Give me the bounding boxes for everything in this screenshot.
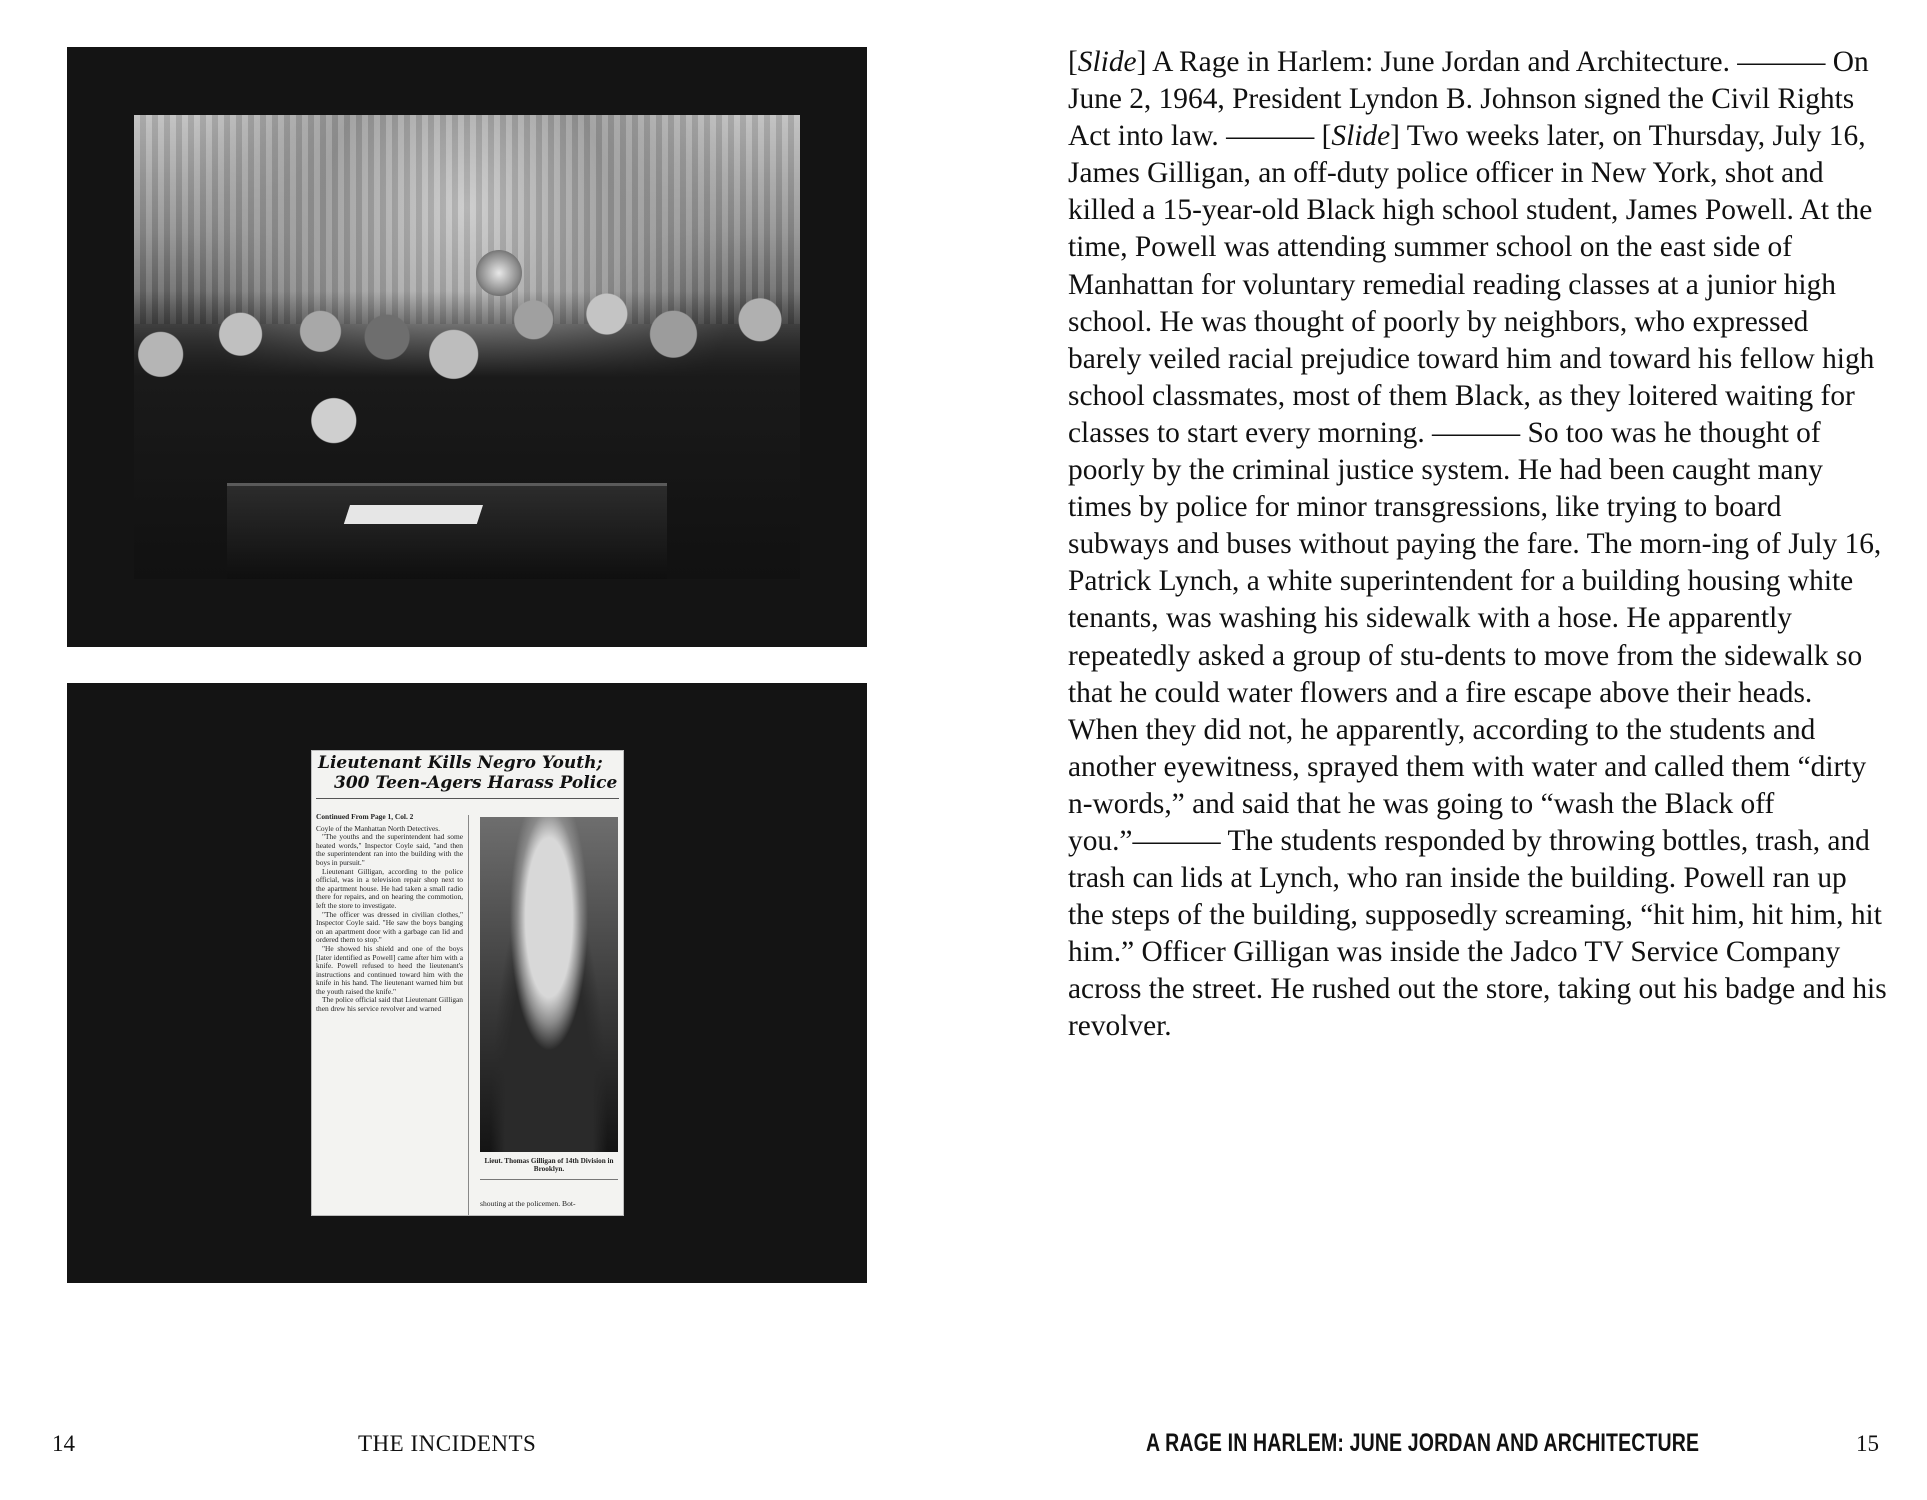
clipping-continuation-text: shouting at the policemen. Bot- (480, 1199, 576, 1208)
clipping-article-column (316, 813, 463, 1014)
clipping-column-divider (468, 815, 469, 1215)
clipping-headline-line1: Lieutenant Kills Negro Youth; (318, 753, 603, 773)
running-head-right: A RAGE IN HARLEM: JUNE JORDAN AND ARCHITECTURE (1146, 1429, 1700, 1457)
clipping-paragraph: Lieutenant Gilligan, according to the police official, was in a television repair shop next to the apartment house. He had taken a small radio there for repairs, and on hearing the commotion, left the store to investigate. (316, 866, 463, 910)
photo-signing-desk (227, 483, 667, 579)
clipping-headline (312, 751, 623, 796)
clipping-portrait-photo (480, 817, 618, 1152)
clipping-photo-caption: Lieut. Thomas Gilligan of 14th Division in Brooklyn. (484, 1157, 614, 1174)
civil-rights-act-signing-photo (134, 115, 800, 579)
photo-papers (344, 505, 483, 524)
clipping-paragraph: The police official said that Lieutenant Gilligan then drew his service revolver and warned (316, 995, 463, 1014)
body-text-segment: ] A Rage in Harlem: June Jordan and Architecture. ——— On June 2, 1964, President Lyndon B. Johnson signed the Civil Rights Act into law. ——— [ (1068, 46, 1869, 153)
presidential-seal-shape (476, 250, 522, 296)
slide-panel-clipping (67, 683, 867, 1283)
newspaper-clipping (311, 750, 624, 1216)
slide-panel-signing (67, 47, 867, 647)
body-text-segment: ] Two weeks later, on Thursday, July 16, James Gilligan, an off-duty police officer in New York, shot and killed a 15-year-old Black high school student, James Powell. At the time, Powell was attending summer school on the east side of Manhattan for voluntary remedial reading classes at a junior high school. He was thought of poorly by neighbors, who expressed barely veiled racial prejudice toward him and toward his fellow high school classmates, most of them Black, as they loitered waiting for classes to start every morning. ——— So too was he thought of poorly by the criminal justice system. He had been caught many times by police for minor transgressions, like trying to board subways and buses without paying the fare. The morn-ing of July 16, Patrick Lynch, a white superintendent for a building housing white tenants, was washing his sidewalk with a hose. He apparently repeatedly asked a group of stu-dents to move from the sidewalk so that he could water flowers and a fire escape above their heads. When they did not, he apparently, according to the students and another eyewitness, sprayed them with water and called them “dirty n-words,” and said that he was going to “wash the Black off you.”——— The students responded by throwing bottles, trash, and trash can lids at Lynch, who ran inside the building. Powell ran up the steps of the building, supposedly screaming, “hit him, hit him, hit him.” Officer Gilligan was inside the Jadco TV Service Company across the street. He rushed out the store, taking out his badge and his revolver. (1068, 120, 1887, 1043)
slide-marker: Slide (1077, 46, 1137, 78)
body-text: [Slide] A Rage in Harlem: June Jordan and Architecture. ——— On June 2, 1964, President Lyndon B. Johnson signed the Civil Rights Act into law. ——— [Slide] Two weeks later, on Thursday, July 16, James Gilligan, an off-duty police officer in New York, shot and killed a 15-year-old Black high school student, James Powell. At the time, Powell was attending summer school on the east side of Manhattan for voluntary remedial reading classes at a junior high school. He was thought of poorly by neighbors, who expressed barely veiled racial prejudice toward him and toward his fellow high school classmates, most of them Black, as they loitered waiting for classes to start every morning. ——— So too was he thought of poorly by the criminal justice system. He had been caught many times by police for minor transgressions, like trying to board subways and buses without paying the fare. The morn-ing of July 16, Patrick Lynch, a white superintendent for a building housing white tenants, was washing his sidewalk with a hose. He apparently repeatedly asked a group of stu-dents to move from the sidewalk so that he could water flowers and a fire escape above their heads. When they did not, he apparently, according to the students and another eyewitness, sprayed them with water and called them “dirty n-words,” and said that he was going to “wash the Black off you.”——— The students responded by throwing bottles, trash, and trash can lids at Lynch, who ran inside the building. Powell ran up the steps of the building, supposedly screaming, “hit him, hit him, hit him.” Officer Gilligan was inside the Jadco TV Service Company across the street. He rushed out the store, taking out his badge and his revolver. (1068, 46, 1887, 1043)
page-number-right: 15 (1856, 1431, 1879, 1456)
clipping-kicker: Continued From Page 1, Col. 2 (316, 812, 414, 821)
slide-marker: Slide (1331, 120, 1391, 153)
page-number-left: 14 (52, 1431, 75, 1456)
clipping-paragraph: Coyle of the Manhattan North Detectives. (316, 823, 440, 833)
clipping-headline-line2: 300 Teen-Agers Harass Police (334, 773, 618, 793)
clipping-paragraph: "The officer was dressed in civilian clothes," Inspector Coyle said. "He saw the boys banging on an apartment door with a garbage can lid and ordered them to stop." (316, 909, 463, 945)
clipping-paragraph: "The youths and the superintendent had some heated words," Inspector Coyle said, "and then the superintendent ran into the building with the boys in pursuit." (316, 832, 463, 867)
clipping-caption-rule (480, 1179, 618, 1180)
running-head-left: THE INCIDENTS (358, 1431, 537, 1456)
clipping-headline-rule (316, 798, 619, 799)
clipping-paragraph: "He showed his shield and one of the boys [later identified as Powell] came after him with a knife. Powell refused to heed the lieutenant's instructions and continued toward him with the knife in his hand. The lieutenant warned him but the youth raised the knife." (316, 943, 463, 996)
